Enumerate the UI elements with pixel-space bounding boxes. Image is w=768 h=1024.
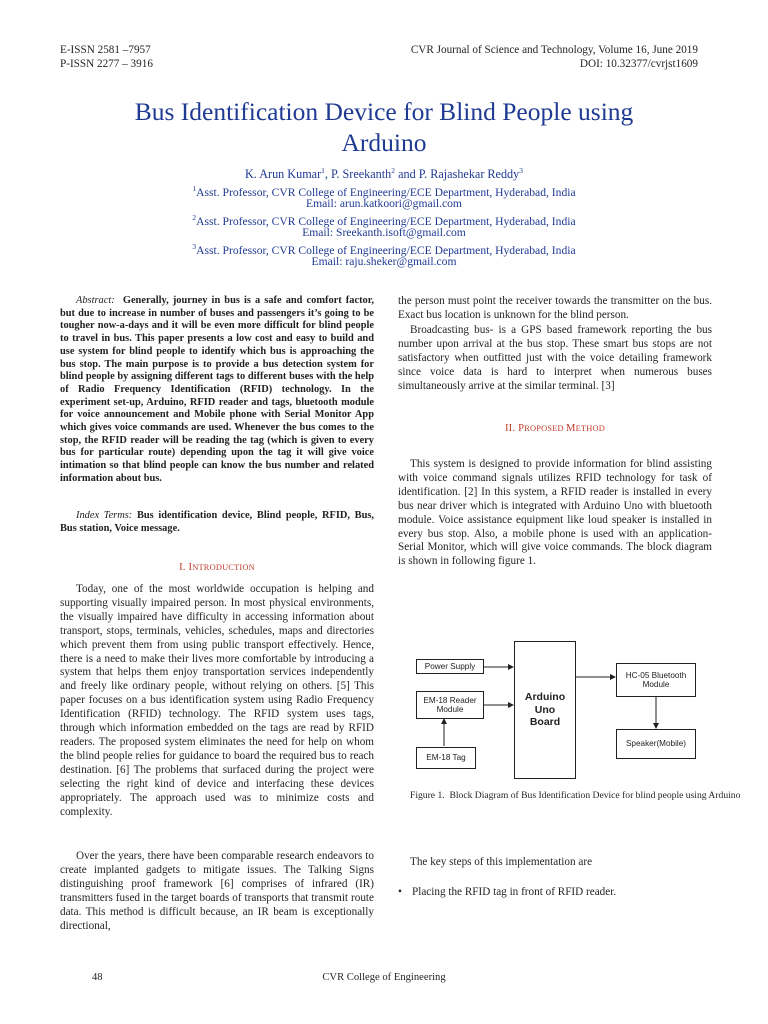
abstract-text: Generally, journey in bus is a safe and comfort factor, but due to increase in number of buses and passengers it’s going to be tougher now-a-days and it will be even more difficult for blind people to travel in bus. This paper presents a low cost and easy to build and use system for blind people to identify which bus is approaching the bus stop. The main purpose is to provide a bus detection system for blind people by assigning different tags to different buses with the help of Radio Frequency Identification (RFID) technology. In the experiment set-up, Arduino, RFID reader and tags, bluetooth module for voice announcement and Mobile phone with Serial Monitor App which gives voice commands are used. Whenever the bus comes to the stop, the RFID reader will be reading the tag (which is given to every bus for particular route) depending upon the tag it will give voice intimation so that blind people can know the bus number and related information about bus.: [60, 295, 374, 484]
author-sep-1: ,: [324, 167, 331, 182]
bullet-icon: •: [398, 886, 402, 898]
pissn: P-ISSN 2277 – 3916: [60, 58, 153, 70]
block-diagram: [404, 641, 714, 781]
power-supply-box: Power Supply: [416, 659, 484, 674]
title-line-2: Arduino: [341, 128, 427, 157]
figure-caption: [410, 790, 756, 802]
right-paragraph-2: Broadcasting bus- is a GPS based framework reporting the bus number upon arrival at the bus stop. These smart bus stops are not satisfactory when outfitted just with the voice detailing framework since voice data is hard to interpret when numerous buses simultaneously arrive at the similar terminal. [3]: [398, 324, 712, 392]
speaker-box: Speaker(Mobile): [616, 729, 696, 759]
doi: DOI: 10.32377/cvrjst1609: [579, 58, 698, 70]
sec1-rest: NTRODUCTION: [192, 563, 255, 572]
intro-paragraph-2: Over the years, there have been comparable research endeavors to create implanted gadgets to mitigate issues. The Talking Signs distinguishing proof framework [6] comprises of infrared (IR) transmitters fused in the target boards of transports that transmit route data. This method is difficult because, an IR beam is exceptionally directional,: [60, 850, 374, 932]
journal-name: CVR Journal of Science and Technology, Volume 16, June 2019: [410, 44, 698, 56]
author-2-sup: 2: [391, 166, 396, 175]
affiliation-2-sup: 2: [192, 213, 197, 222]
figure-caption-label: Figure 1.: [410, 790, 445, 801]
abstract-label: Abstract:: [76, 295, 115, 306]
page-number: 48: [92, 972, 103, 983]
right-paragraph-1: the person must point the receiver towards the transmitter on the bus. Exact bus location is unknown for the blind person.: [398, 295, 712, 321]
intro-paragraph-1: Today, one of the most worldwide occupation is helping and supporting visually impaired person. In most physical environments, the visually impaired have difficulty in accessing information about transport, stops, terminals, vehicles, schedules, maps and directories which prevent them from using public transport effectively. Hence, there is a need to make their lives more comfortable by introducing a system that helps them enjoy transportation services independently and freely like ordinary people, without relying on others. [5] This paper focuses on a bus identification system using Radio Frequency Identification (RFID) technology. The RFID system uses tags, through which information embedded on the tags are read by RFID readers. The proposed system eliminates the need for help on whom the blind people relies for guidance to board the required bus to reach destination. [6] The problems that surfaced during the project were selecting the right kind of device and interfacing these devices appropriately. The approach used was to minimize costs and complexity.: [60, 583, 374, 818]
author-3-sup: 3: [519, 166, 523, 175]
sec2-num: II. P: [504, 423, 525, 434]
affiliation-3-sup: 3: [192, 242, 197, 251]
author-3: P. Rajashekar Reddy: [418, 167, 520, 182]
author-sep-2: and: [395, 167, 419, 182]
index-terms: [60, 510, 374, 535]
authors: [60, 166, 708, 182]
bullet-text: Placing the RFID tag in front of RFID reader.: [412, 886, 617, 898]
affiliation-3-text: Asst. Professor, CVR College of Engineering/ECE Department, Hyderabad, India: [196, 243, 576, 257]
paper-title: [60, 96, 708, 158]
em18-reader-box: EM-18 Reader Module: [416, 691, 484, 719]
abstract: [60, 295, 374, 486]
sec1-num: I. I: [179, 562, 193, 573]
author-2: P. Sreekanth: [331, 167, 392, 182]
steps-intro: The key steps of this implementation are: [410, 856, 593, 868]
affiliation-1-text: Asst. Professor, CVR College of Engineering/ECE Department, Hyderabad, India: [196, 185, 576, 199]
bullet-item: [398, 886, 712, 900]
eissn: E-ISSN 2581 –7957: [60, 44, 151, 56]
em18-tag-box: EM-18 Tag: [416, 747, 476, 769]
email-2: Email: Sreekanth.isoft@gmail.com: [302, 226, 466, 239]
title-line-1: Bus Identification Device for Blind People using: [134, 97, 634, 126]
sec2-mid: ROPOSED: [524, 424, 567, 433]
sec2-m: M: [566, 423, 576, 434]
author-1: K. Arun Kumar: [244, 167, 322, 182]
index-terms-text: Bus identification device, Blind people, RFID, Bus, Bus station, Voice message.: [60, 510, 374, 534]
arduino-box: Arduino Uno Board: [514, 641, 576, 779]
affiliation-2-text: Asst. Professor, CVR College of Engineering/ECE Department, Hyderabad, India: [196, 214, 576, 228]
sec2-rest: ETHOD: [575, 424, 606, 433]
section-heading-proposed-method: [398, 423, 712, 434]
bluetooth-box: HC-05 Bluetooth Module: [616, 663, 696, 697]
affiliation-1-sup: 1: [192, 184, 197, 193]
section-heading-introduction: [60, 562, 374, 573]
index-terms-label: Index Terms:: [76, 510, 133, 521]
email-1: Email: arun.katkoori@gmail.com: [306, 197, 462, 210]
method-paragraph-1: This system is designed to provide information for blind assisting with voice command signals utilizes RFID technology for task of identification. [2] In this system, a RFID reader is installed in every bus near driver which is integrated with Arduino Uno with bluetooth module. Voice assistance equipment like loud speaker is installed in every bus stop. Also, a mobile phone is used with an application-Serial Monitor, which will give voice commands. The block diagram is shown in following figure 1.: [398, 458, 712, 568]
email-3: Email: raju.sheker@gmail.com: [311, 255, 457, 268]
author-1-sup: 1: [321, 166, 325, 175]
figure-caption-text: Block Diagram of Bus Identification Device for blind people using Arduino: [449, 790, 741, 801]
footer-college: CVR College of Engineering: [322, 972, 446, 983]
